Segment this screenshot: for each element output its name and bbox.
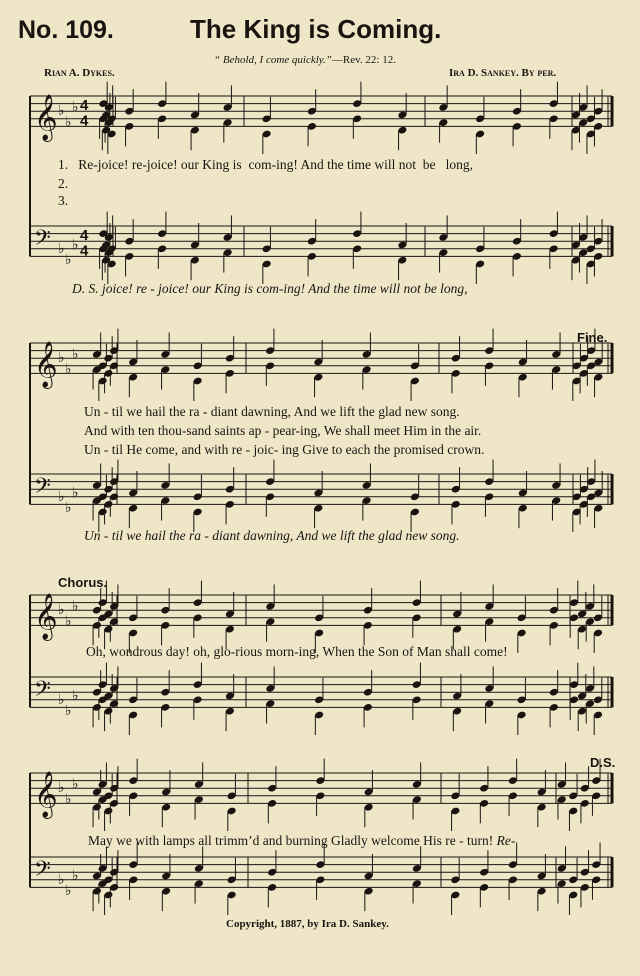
chorus-line-2 — [88, 833, 515, 849]
flat-sign: ♭ — [72, 868, 79, 884]
flat-sign: ♭ — [65, 361, 72, 378]
hymn-number: No. 109. — [18, 16, 114, 44]
verse-1-line-1 — [58, 157, 473, 173]
hymn-title: The King is Coming. — [190, 14, 442, 44]
flat-sign: ♭ — [58, 691, 65, 708]
bass-clef: 𝄢 — [34, 856, 51, 887]
verse-3-line-2: Un - til He come, and with re - joic- ing Give to each the promised crown. — [84, 442, 485, 457]
copyright-notice: Copyright, 1887, by Ira D. Sankey. — [226, 918, 389, 930]
flat-sign: ♭ — [58, 103, 65, 120]
epigraph — [214, 54, 396, 66]
flat-sign: ♭ — [65, 791, 72, 808]
verse-number: 1. — [58, 157, 69, 172]
flat-sign: ♭ — [65, 613, 72, 630]
flat-sign: ♭ — [58, 871, 65, 888]
flat-sign: ♭ — [58, 488, 65, 505]
flat-sign: ♭ — [58, 780, 65, 797]
flat-sign: ♭ — [72, 776, 79, 793]
time-signature-bottom: 4 — [80, 112, 89, 130]
lyric-text: long, — [445, 157, 474, 172]
flat-sign: ♭ — [72, 688, 79, 704]
lyric-cue: Re- — [496, 833, 516, 848]
flat-sign: ♭ — [65, 114, 72, 131]
flat-sign: ♭ — [72, 99, 79, 116]
flat-sign: ♭ — [72, 346, 79, 363]
ds-marker: D.S. — [590, 755, 616, 770]
epigraph-quote: “ Behold, I come quickly.” — [214, 54, 332, 66]
time-signature-top: 4 — [80, 97, 89, 115]
italic-lyric-line: Un - til we hail the ra - diant dawning, And we lift the glad new song. — [84, 528, 460, 543]
flat-sign: ♭ — [72, 598, 79, 615]
chorus-line-1: Oh, wondrous day! oh, glo-rious morn-ing, When the Son of Man shall come! — [86, 644, 508, 659]
flat-sign: ♭ — [58, 350, 65, 367]
lyric-text: be — [422, 157, 436, 172]
lyric-text: Re-joice! re-joice! our King is — [78, 157, 242, 172]
flat-sign: ♭ — [65, 500, 72, 517]
epigraph-reference: —Rev. 22: 12. — [331, 54, 396, 66]
lyric-text: com-ing! And the time will not — [248, 157, 417, 172]
treble-clef: 𝄞 — [34, 341, 58, 388]
lyric-text: May we with lamps all trimm’d and burning Gladly welcome His re - turn! — [88, 833, 494, 848]
verse-2-line-2: And with ten thou-sand saints ap - pear-ing, We shall meet Him in the air. — [84, 423, 482, 438]
treble-clef: 𝄞 — [34, 593, 58, 640]
flat-sign: ♭ — [58, 240, 65, 257]
fine-marker: Fine. — [577, 330, 608, 345]
time-signature-top: 4 — [80, 227, 89, 245]
lyricist: Rian A. Dykes. — [44, 67, 115, 79]
flat-sign: ♭ — [65, 883, 72, 900]
bass-clef: 𝄢 — [34, 225, 51, 256]
verse-1-line-2: Un - til we hail the ra - diant dawning, And we lift the glad new song. — [84, 404, 460, 419]
verse-3-line-1: 3. — [58, 193, 69, 208]
flat-sign: ♭ — [58, 602, 65, 619]
treble-clef: 𝄞 — [34, 771, 58, 818]
flat-sign: ♭ — [72, 237, 79, 253]
flat-sign: ♭ — [72, 485, 79, 501]
chorus-marker: Chorus. — [58, 575, 108, 590]
flat-sign: ♭ — [65, 703, 72, 720]
flat-sign: ♭ — [65, 252, 72, 269]
composer: Ira D. Sankey. By per. — [449, 67, 557, 79]
verse-2-line-1: 2. — [58, 176, 69, 191]
bass-clef: 𝄢 — [34, 473, 51, 504]
ds-lyric-line: D. S. joice! re - joice! our King is com-ing! And the time will not be long, — [72, 281, 468, 296]
time-signature-bottom: 4 — [80, 242, 89, 260]
bass-clef: 𝄢 — [34, 676, 51, 707]
treble-clef: 𝄞 — [34, 94, 58, 141]
